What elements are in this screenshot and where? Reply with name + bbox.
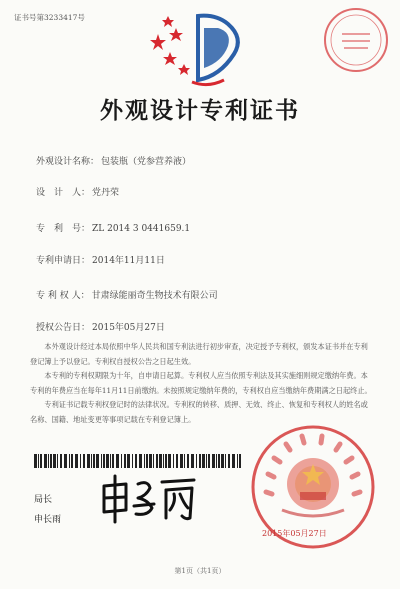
field-patentee [36, 288, 218, 301]
field-patent-number [36, 221, 190, 234]
field-designer [36, 185, 119, 198]
field-value: 包装瓶（党参营养液） [101, 157, 192, 167]
field-label: 外观设计名称： [36, 157, 100, 167]
barcode-icon [34, 454, 242, 468]
field-design-name [36, 154, 191, 167]
field-label: 专 利 权 人： [36, 291, 90, 301]
field-label: 专利申请日： [36, 256, 91, 266]
director-name: 申长雨 [34, 515, 62, 525]
field-value: 党丹荣 [92, 188, 120, 198]
certificate-number: 证书号第3233417号 [14, 13, 85, 22]
director-signature-icon [96, 470, 206, 526]
body-paragraph: 本专利的专利权期限为十年，自申请日起算。专利权人应当依照专利法及其实施细则规定缴纳年费。本专利的年费应当在每年11月11日前缴纳。未按照规定缴纳年费的，专利权自应当缴纳年费期满之日起终止。 [30, 371, 372, 395]
field-grant-date [36, 320, 165, 333]
seal-date: 2015年05月27日 [262, 529, 327, 538]
body-paragraph: 专利证书记载专利权登记时的法律状况。专利权的转移、质押、无效、终止、恢复和专利权人的姓名或名称、国籍、地址变更等事项记载在专利登记簿上。 [30, 400, 368, 424]
field-value: 2014年11月11日 [92, 256, 165, 266]
sipo-logo-icon [148, 10, 252, 90]
certificate-body [30, 340, 372, 428]
body-paragraph: 本外观设计经过本局依照中华人民共和国专利法进行初步审查，决定授予专利权，颁发本证书并在专利登记簿上予以登记。专利权自授权公告之日起生效。 [30, 342, 368, 366]
field-filing-date [36, 253, 165, 266]
field-label: 授权公告日： [36, 323, 91, 333]
corner-stamp-icon [318, 4, 394, 76]
field-label: 专 利 号： [36, 224, 91, 234]
field-value: 2015年05月27日 [92, 323, 165, 333]
field-label: 设 计 人： [36, 188, 91, 198]
field-value: 甘肃绿能丽奇生物技术有限公司 [91, 291, 218, 301]
director-title: 局长 [34, 495, 53, 505]
page-number: 第1页（共1页） [174, 567, 226, 575]
field-value: ZL 2014 3 0441659.1 [92, 224, 191, 234]
certificate-title: 外观设计专利证书 [100, 97, 300, 124]
